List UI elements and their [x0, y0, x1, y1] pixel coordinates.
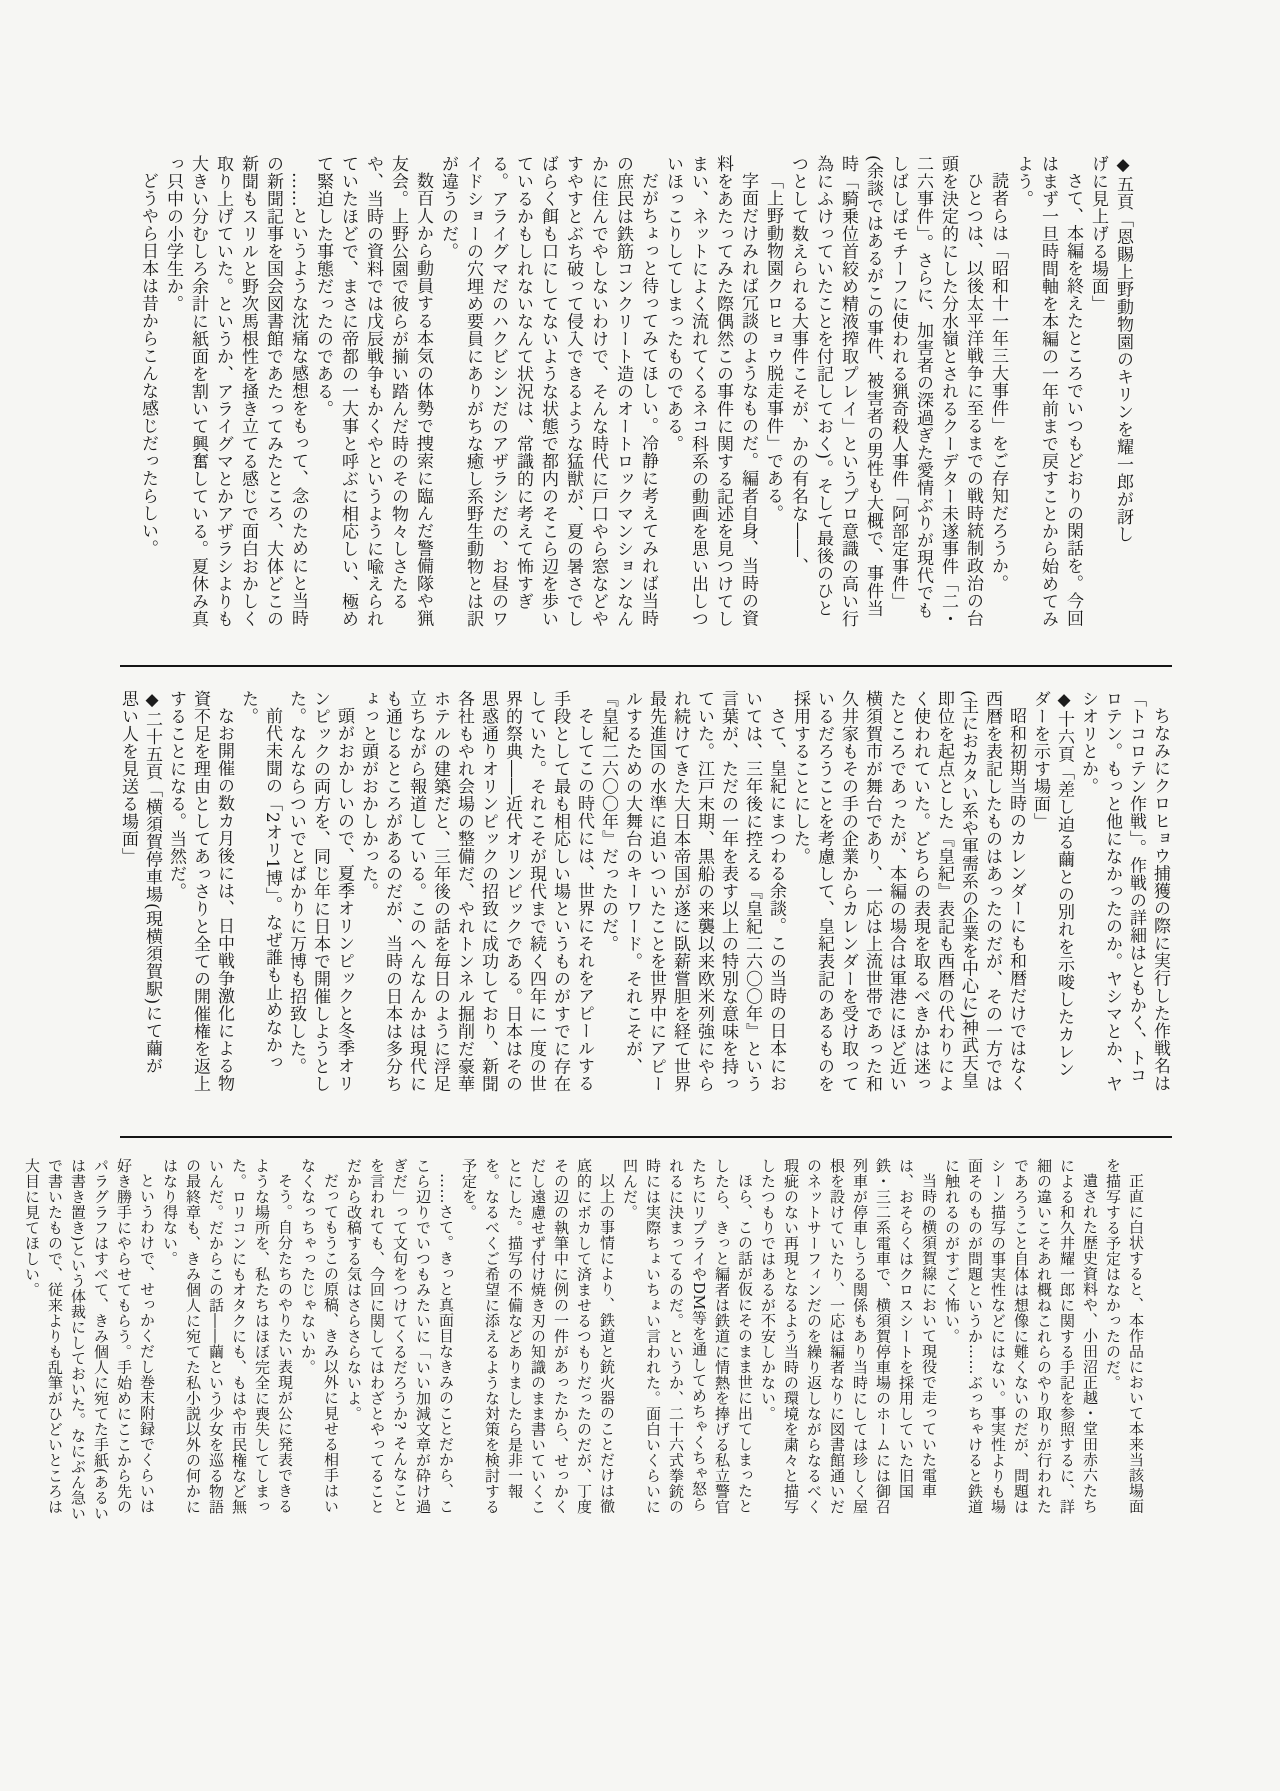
- paragraph: なお開催の数カ月後には、日中戦争激化による物資不足を理由としてあっさりと全ての開催権を返上することになる。当然だ。: [166, 690, 234, 1093]
- section-heading-scene5: ◆五頁「恩賜上野動物園のキリンを耀一郎が訝しげに見上げる場面」: [1088, 155, 1133, 543]
- text-band-bottom: [20, 1158, 1147, 1522]
- paragraph: 字面だけみれば冗談のようなものだ。編者自身、当時の資料をあたってみた際偶然この事件に関する記述を見つけてしまい、ネットによく流れてくるネコ科系の動画を思い出しついほっこりしてしまったものである。: [663, 155, 758, 628]
- paragraph: 昭和初期当時のカレンダーにも和暦だけではなく西暦を表記したものはあったのだが、その一方では(主におカタい系や軍需系の企業を中心に)神武天皇即位を起点とした『皇紀』表記も西暦の代わりによく使われていた。どちらの表現を取るべきかは迷ったところであったが、本編の場合は軍港にほど近い横須賀市が舞台であり、一応は上流世帯であった和久井家もその手の企業からカレンダーを受け取っているだろうことを考慮して、皇紀表記のあるものを採用することにした。: [790, 690, 1026, 1093]
- paragraph: ……さて。きっと真面目なきみのことだから、ここら辺りでいつもみたいに「いい加減文章が砕け過ぎだ」って文句をつけてくるだろうか? そんなことを言われても、今回に関してはわざとやってることだから改稿する気はさらさらないよ。: [345, 1158, 455, 1515]
- paragraph: 当時の横須賀線において現役で走っていた電車は、おそらくはクロスシートを採用していた旧国鉄・三二系電車で、横須賀停車場のホームには御召列車が停車しうる関係もあり当時にしては珍しく屋根を設けていたり、一応は編者なりに図書館通いだのネットサーフィンだのを繰り返しながらなるべく瑕疵のない再現となるよう当時の環境を粛々と描写したつもりではあるが不安しかない。: [759, 1158, 938, 1515]
- paragraph: 正直に白状すると、本作品において本来当該場面を描写する予定はなかったのだ。: [1104, 1158, 1145, 1514]
- paragraph: そしてこの時代には、世界にそれをアピールする手段として最も相応しい場というものがすでに存在していた。それこそが現代まで続く四年に一度の世界的祭典――近代オリンピックである。日本はその思惑通りオリンピックの招致に成功しており、新聞各社もやれ会場の整備だ、やれトンネル掘削だ豪華ホテルの建築だと、三年後の話を毎日のように浮足立ちながら報道している。このへんなんかは現代にも通じるところがあるのだが、当時の日本は多分ちょっと頭がおかしかった。: [358, 690, 594, 1093]
- paragraph: さて、本編を終えたところでいつもどおりの閑話を。今回はまず一旦時間軸を本編の一年前まで戻すことから始めてみよう。: [1013, 155, 1083, 628]
- paragraph: 読者らは「昭和十一年三大事件」をご存知だろうか。: [988, 172, 1008, 592]
- paragraph: 頭がおかしいので、夏季オリンピックと冬季オリンピックの両方を、同じ年に日本で開催しようとした。なんならついでとばかりに万博も招致した。: [286, 690, 354, 1093]
- text-band-middle: [116, 690, 1172, 1098]
- paragraph: そう。自分たちのやりたい表現が公に発表できるような場所を、私たちはほぼ完全に喪失してしまった。ロリコンにもオタクにも、もはや市民権など無いんだ。だからこの話――繭という少女を巡る物語の最終章も、きみ個人に宛てた私小説以外の何かにはなり得ない。: [161, 1158, 294, 1515]
- paragraph: どうやら日本は昔からこんな感じだったらしい。: [138, 172, 158, 557]
- paragraph: 数百人から動員する本気の体勢で捜索に臨んだ警備隊や猟友会。上野公園で彼らが揃い踏んだ時のその物々しさたるや、当時の資料では戊辰戦争もかくやというように喩えられていたほどで、まさに帝都の一大事と呼ぶに相応しい、極めて緊迫した事態だったのである。: [313, 155, 433, 628]
- section-heading-scene16: ◆十六頁「差し迫る繭との別れを示唆したカレンダーを示す場面」: [1030, 690, 1074, 1078]
- paragraph: ほら、この話が仮にそのまま世に出てしまったとしたら、きっと編者は鉄道に情熱を捧げる私立警官たちにリプライやDM等を通してめちゃくちゃ怒られるに決まってるのだ。というか、二十六式拳銃の時には実際ちょいちょい言われた。面白いくらいに凹んだ。: [621, 1158, 754, 1515]
- paragraph: だがちょっと待ってみてほしい。冷静に考えてみれば当時の庶民は鉄筋コンクリート造のオートロックマンションなんかに住んでやしないわけで、そんな時代に戸口やら窓などやすやすとぶち破って侵入できるような猛獣が、夏の暑さでしばらく餌も口にしてないような状態で都内のそこら辺を歩いているかもしれないなんて状況は、常識的に考えて怖すぎる。アライグマだのハクビシンだのアザラシだの、お昼のワイドショーの穴埋め要員にありがちな癒し系野生動物とは訳が違うのだ。: [438, 155, 658, 628]
- paragraph: 前代未聞の「2オリ1博」。なぜ誰も止めなかった。: [238, 690, 282, 1072]
- text-band-top: [135, 155, 1135, 633]
- paragraph: 「上野動物園クロヒョウ脱走事件」である。: [763, 172, 783, 522]
- divider-line: [120, 665, 1172, 667]
- paragraph: というわけで、せっかくだし巻末附録でくらいは好き勝手にやらせてもらう。手始めにここから先のパラグラフはすべて、きみ個人に宛てた手紙(あるいは書き置き)という体裁にしておいた。なにぶん急いで書いたもので、従来よりも乱筆がひどいところは大目に見てほしい。: [23, 1158, 156, 1521]
- paragraph: ちなみにクロヒョウ捕獲の際に実行した作戦名は「トコロテン作戦」。作戦の詳細はともかく、トコロテン。もっと他になかったのか。ヤシマとか、ヤシオリとか。: [1078, 690, 1170, 1093]
- paragraph: 以上の事情により、鉄道と銃火器のことだけは徹底的にボカして済ませるつもりだったのだが、丁度その辺の執筆中に例の一件があったから、せっかくだし遠慮せず付け焼き刃の知識のまま書いていくことにした。描写の不備などありましたら是非一報を。なるべくご希望に添えるような対策を検討する予定を。: [460, 1158, 616, 1515]
- paragraph: だってもうこの原稿、きみ以外に見せる相手はいなくなっちゃったじゃないか。: [299, 1158, 340, 1514]
- paragraph: ……というような沈痛な感想をもって、念のためにと当時の新聞記事を国会図書館であたってみたところ、大体どこの新聞もスリルと野次馬根性を掻き立てる感じで面白おかしく取り上げていた。というか、アライグマとかアザラシよりも大きい分むしろ余計に紙面を割いて興奮している。夏休み真っ只中の小学生か。: [163, 155, 308, 628]
- paragraph: ひとつは、以後太平洋戦争に至るまでの戦時統制政治の台頭を決定的にした分水嶺とされるクーデター未遂事件「二・二六事件」。さらに、加害者の深過ぎた愛情ぶりが現代でもしばしばモチーフに使われる猟奇殺人事件「阿部定事件」(余談ではあるがこの事件、被害者の男性も大概で、事件当時「騎乗位首絞め精液搾取プレイ」というプロ意識の高い行為にふけっていたことを付記しておく)。そして最後のひとつとして数えられる大事件こそが、かの有名な――、: [788, 155, 983, 628]
- divider-line: [120, 1136, 1172, 1138]
- paragraph: さて、皇紀にまつわる余談。この当時の日本においては、三年後に控える『皇紀二六〇〇年』という言葉が、ただの一年を表す以上の特別な意味を持っていた。江戸末期、黒船の来襲以来欧米列強にやられ続けてきた大日本帝国が遂に臥薪嘗胆を経て世界最先進国の水準に追いついたことを世界中にアピールするための大舞台のキーワード。それこそが、『皇紀二六〇〇年』だったのだ。: [598, 690, 786, 1093]
- paragraph: 遺された歴史資料や、小田沼正越・堂田赤六たちによる和久井耀一郎に関する手記を参照するに、詳細の違いこそあれ概ねこれらのやり取りが行われたであろうこと自体は想像に難くないのだが、問題はシーン描写の事実性などにはない。事実性よりも場面そのものが問題というか……ぶっちゃけると鉄道に触れるのがすごく怖い。: [943, 1158, 1099, 1515]
- section-heading-scene25: ◆二十五頁「横須賀停車場(現横須賀駅)にて繭が思い人を見送る場面」: [118, 690, 162, 1075]
